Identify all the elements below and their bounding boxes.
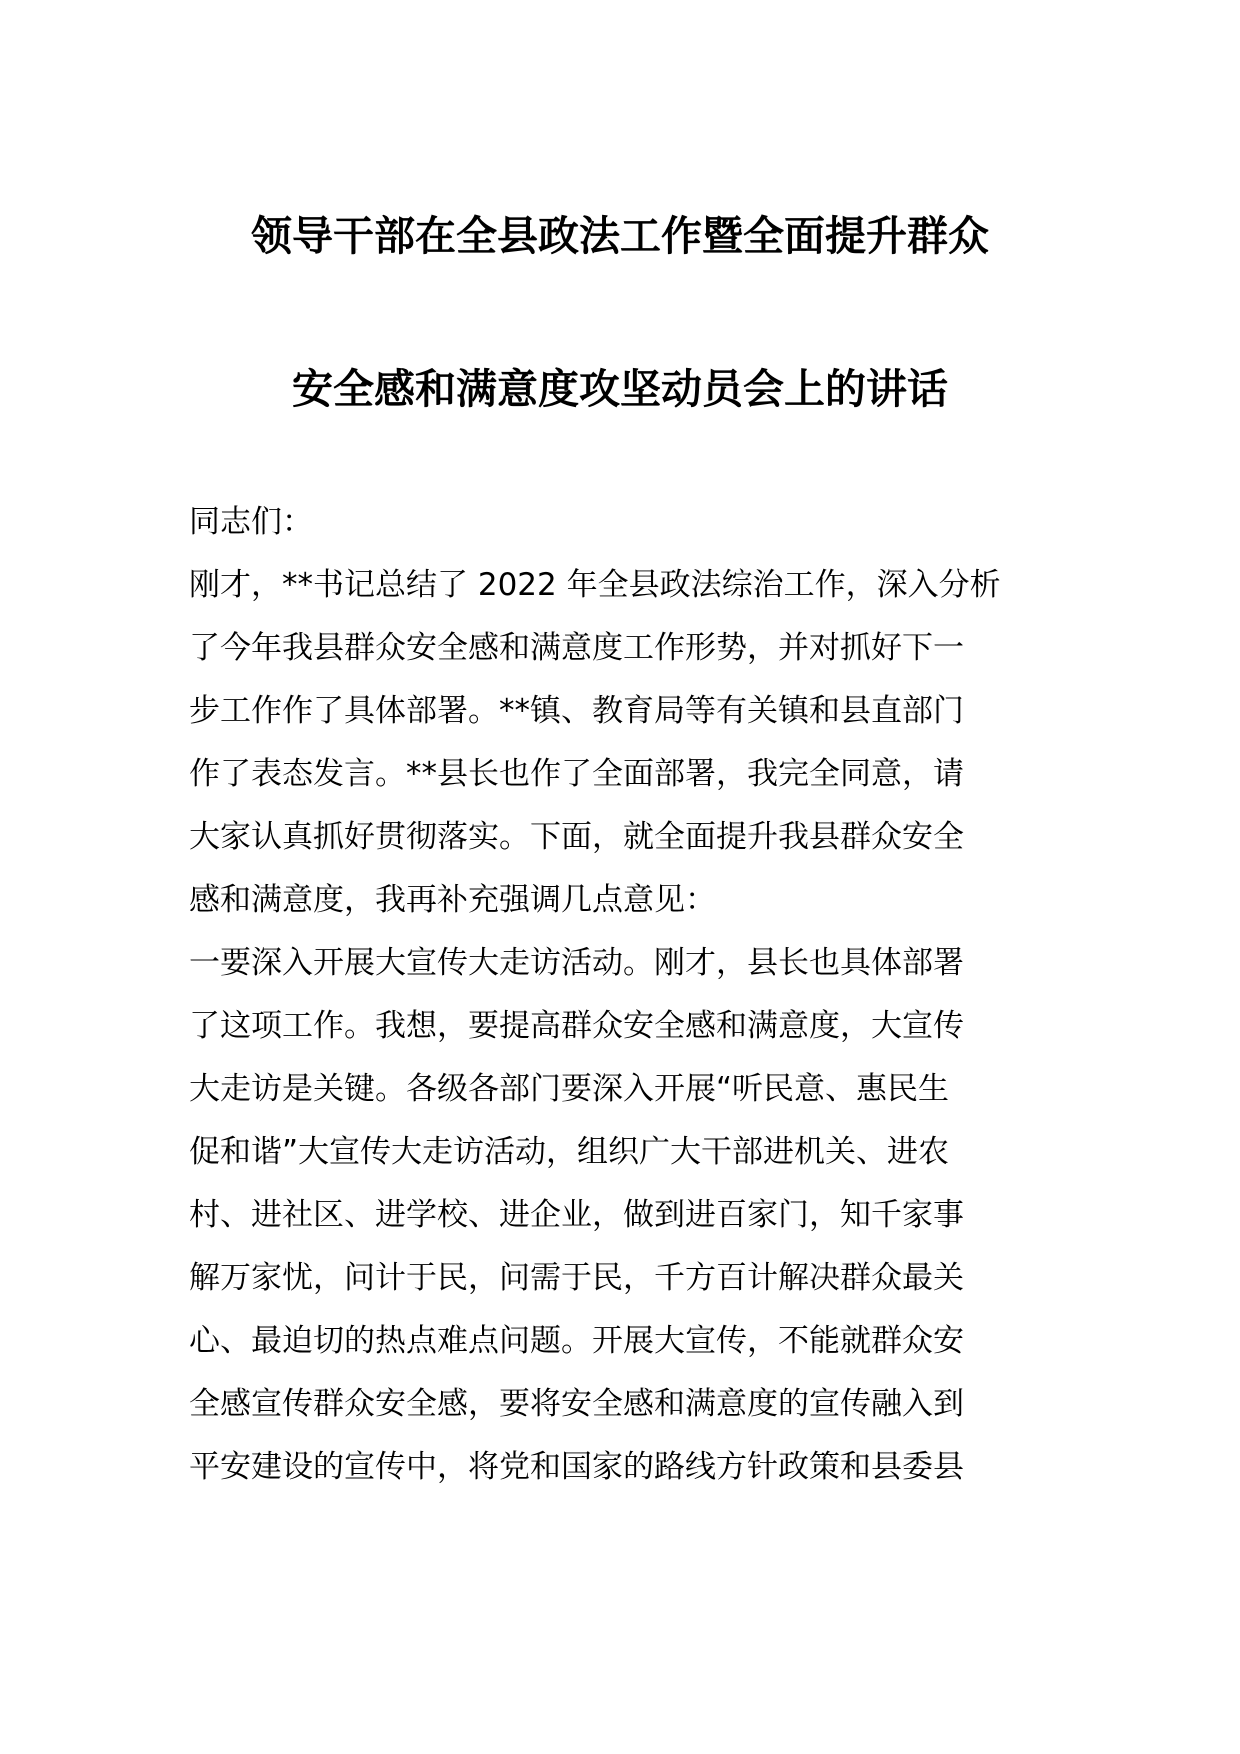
- body-line-4: 作了表态发言。**县长也作了全面部署，我完全同意，请: [189, 756, 964, 792]
- body-line-9: 大走访是关键。各级各部门要深入开展“听民意、惠民生: [189, 1071, 950, 1107]
- body-line-8: 了这项工作。我想，要提高群众安全感和满意度，大宣传: [189, 1008, 964, 1044]
- body-line-5: 大家认真抓好贯彻落实。下面，就全面提升我县群众安全: [189, 819, 964, 855]
- body-line-11: 村、进社区、进学校、进企业，做到进百家门，知千家事: [189, 1197, 964, 1233]
- body-line-6: 感和满意度，我再补充强调几点意见：: [189, 882, 716, 918]
- document-title-line-2: 安全感和满意度攻坚动员会上的讲话: [292, 365, 948, 413]
- body-line-10: 促和谐”大宣传大走访活动，组织广大干部进机关、进农: [189, 1134, 950, 1170]
- body-line-14: 全感宣传群众安全感，要将安全感和满意度的宣传融入到: [189, 1386, 964, 1422]
- body-line-13: 心、最迫切的热点难点问题。开展大宣传，不能就群众安: [189, 1323, 964, 1359]
- body-line-15: 平安建设的宣传中，将党和国家的路线方针政策和县委县: [189, 1449, 964, 1485]
- document-title-line-1: 领导干部在全县政法工作暨全面提升群众: [251, 212, 989, 260]
- body-line-7: 一要深入开展大宣传大走访活动。刚才，县长也具体部署: [189, 945, 964, 981]
- body-line-3: 步工作作了具体部署。**镇、教育局等有关镇和县直部门: [189, 693, 964, 729]
- salutation: 同志们：: [189, 504, 313, 540]
- body-line-12: 解万家忧，问计于民，问需于民，千方百计解决群众最关: [189, 1260, 964, 1296]
- body-line-2: 了今年我县群众安全感和满意度工作形势，并对抓好下一: [189, 630, 964, 666]
- body-line-1: 刚才，**书记总结了 2022 年全县政法综治工作，深入分析: [189, 567, 1001, 603]
